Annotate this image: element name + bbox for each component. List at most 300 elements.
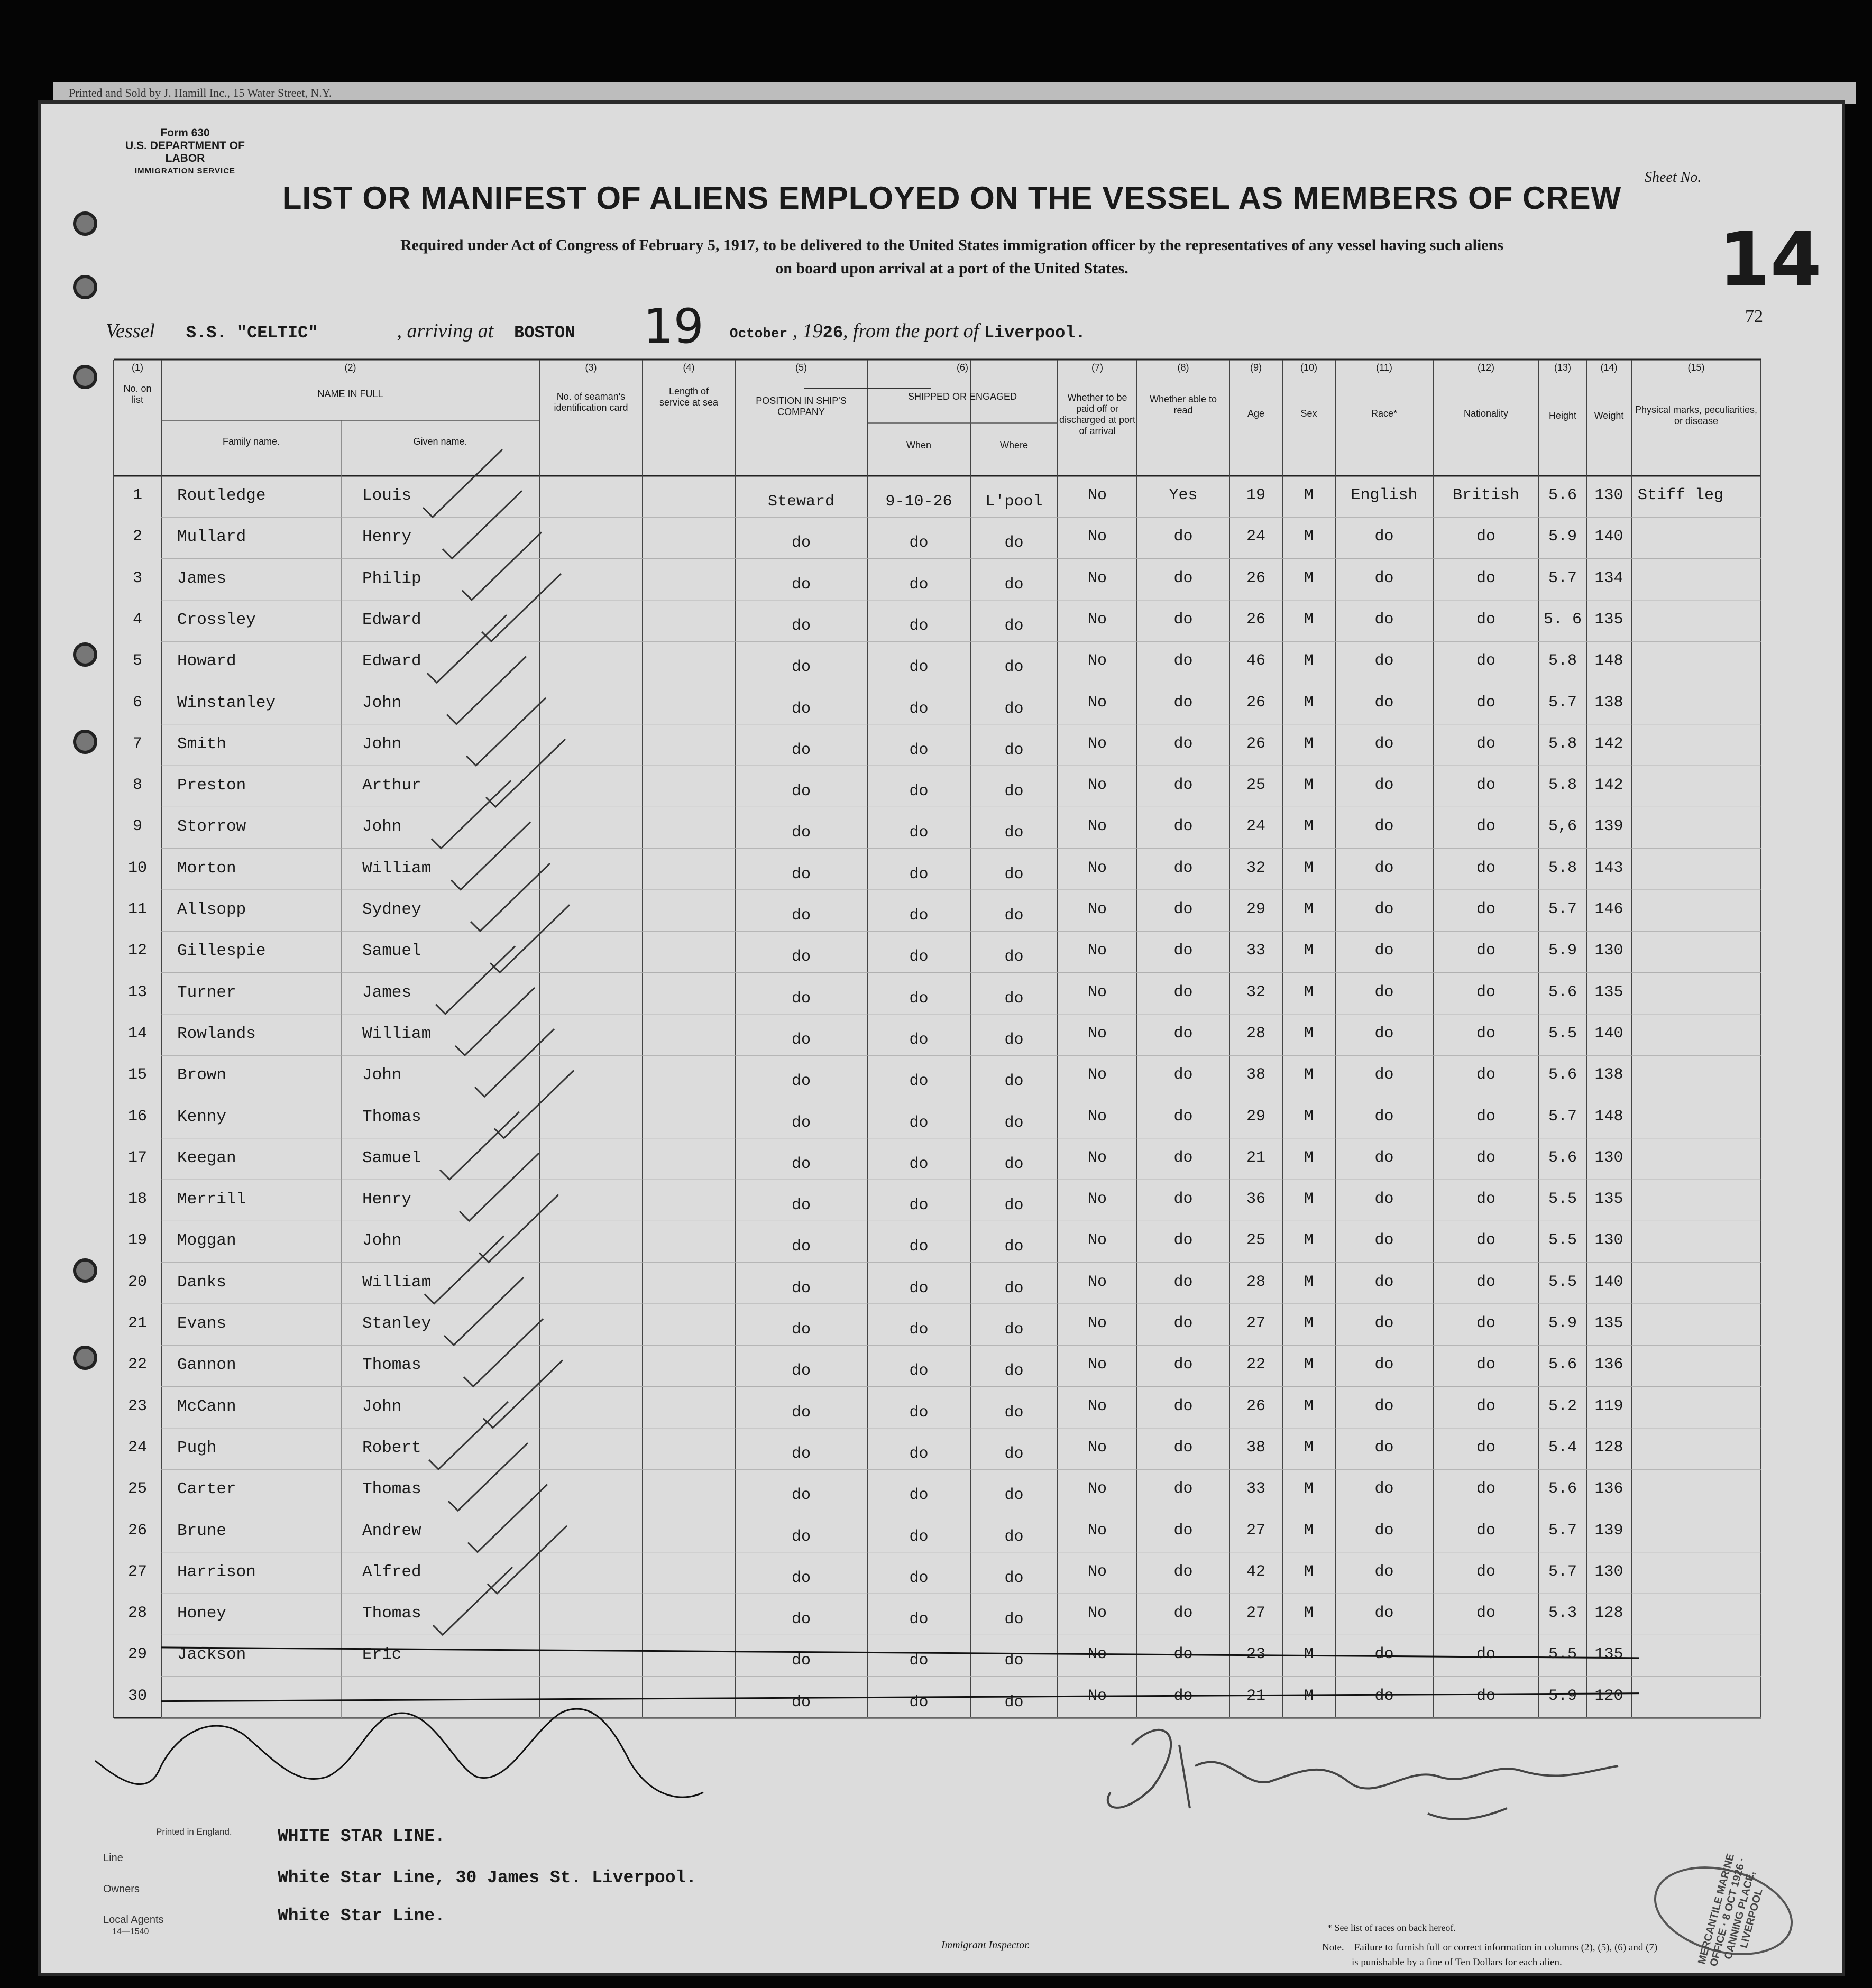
column-header-shipped: SHIPPED OR ENGAGED	[907, 391, 1017, 402]
able-to-read: do	[1173, 1480, 1193, 1498]
row-number: 19	[127, 1231, 147, 1250]
family-name: Howard	[177, 652, 236, 671]
paid-off: No	[1087, 983, 1107, 1001]
paid-off: No	[1087, 1356, 1107, 1374]
given-name: Thomas	[362, 1604, 421, 1623]
line-label: Line	[103, 1852, 123, 1864]
weight: 140	[1594, 1024, 1623, 1043]
given-name: John	[362, 1231, 402, 1250]
row-number: 14	[127, 1024, 147, 1043]
year-suffix: 26	[822, 323, 843, 343]
sex: M	[1304, 900, 1314, 918]
height: 5.9	[1548, 1314, 1577, 1332]
given-name: Thomas	[362, 1356, 421, 1375]
nationality: do	[1476, 569, 1495, 587]
family-name: Brown	[177, 1066, 227, 1085]
height: 5.6	[1548, 983, 1577, 1001]
nationality: do	[1476, 528, 1495, 546]
shipped-where: do	[1004, 1527, 1024, 1546]
able-to-read: do	[1173, 1356, 1193, 1374]
nationality: do	[1476, 1231, 1495, 1250]
nationality: do	[1476, 1438, 1495, 1457]
weight: 146	[1594, 900, 1623, 918]
weight: 135	[1594, 1314, 1623, 1332]
nationality: do	[1476, 1604, 1495, 1623]
row-number: 3	[132, 569, 142, 587]
given-name: Thomas	[362, 1480, 421, 1499]
column-header-number: No. on list	[123, 383, 152, 405]
subtitle-line-1: Required under Act of Congress of February 5, 1917, to be delivered to the United States immigration officer by the representatives of any vessel having such aliens	[400, 236, 1503, 254]
able-to-read: do	[1173, 1521, 1193, 1540]
shipped-where: do	[1004, 658, 1024, 677]
position: do	[791, 1321, 811, 1339]
shipped-when: do	[909, 783, 929, 801]
paid-off: No	[1087, 1314, 1107, 1332]
position: do	[791, 575, 811, 594]
row-number: 22	[127, 1356, 147, 1374]
column-header-age: Age	[1247, 408, 1265, 419]
family-name: Jackson	[177, 1645, 246, 1664]
position: do	[791, 1610, 811, 1629]
height: 5.5	[1548, 1231, 1577, 1250]
position: do	[791, 1155, 811, 1173]
departure-port: Liverpool.	[984, 323, 1086, 343]
shipped-where: L'pool	[985, 493, 1043, 511]
able-to-read: do	[1173, 1107, 1193, 1126]
paid-off: No	[1087, 1148, 1107, 1167]
form-department: U.S. DEPARTMENT OF LABOR	[125, 140, 245, 164]
shipped-when: do	[909, 700, 929, 718]
sex: M	[1304, 693, 1314, 712]
arrival-day: 19	[643, 299, 704, 354]
position: do	[791, 948, 811, 967]
page-title: LIST OR MANIFEST OF ALIENS EMPLOYED ON THE VESSEL AS MEMBERS OF CREW	[282, 180, 1622, 216]
nationality: do	[1476, 1273, 1495, 1291]
row-number: 20	[127, 1273, 147, 1291]
shipped-when: do	[909, 1527, 929, 1546]
inspector-label: Immigrant Inspector.	[941, 1939, 1030, 1951]
shipped-when: do	[909, 1569, 929, 1587]
age: 26	[1246, 693, 1265, 712]
nationality: do	[1476, 817, 1495, 836]
position: Steward	[767, 493, 835, 511]
column-header-height: Height	[1548, 410, 1577, 421]
cancellation-scribble	[95, 1709, 703, 1797]
nationality: do	[1476, 734, 1495, 753]
inspector-signature	[1108, 1730, 1618, 1819]
age: 24	[1246, 528, 1265, 546]
family-name: Gillespie	[177, 942, 266, 961]
row-number: 8	[132, 776, 142, 795]
position: do	[791, 658, 811, 677]
paid-off: No	[1087, 1273, 1107, 1291]
column-number: (1)	[132, 362, 143, 373]
owners-label: Owners	[103, 1883, 140, 1895]
shipped-where: do	[1004, 1403, 1024, 1422]
height: 5.4	[1548, 1438, 1577, 1457]
age: 26	[1246, 610, 1265, 629]
shipped-when: do	[909, 1610, 929, 1629]
family-name: Pugh	[177, 1438, 217, 1457]
position: do	[791, 1362, 811, 1380]
weight: 130	[1594, 942, 1623, 960]
row-number: 5	[132, 652, 142, 670]
race: do	[1374, 1521, 1394, 1540]
age: 32	[1246, 983, 1265, 1001]
position: do	[791, 1444, 811, 1463]
nationality: do	[1476, 1024, 1495, 1043]
nationality: do	[1476, 900, 1495, 918]
weight: 135	[1594, 610, 1623, 629]
shipped-when: do	[909, 1279, 929, 1297]
column-number: (15)	[1687, 362, 1705, 373]
sex: M	[1304, 1562, 1314, 1581]
given-name: Thomas	[362, 1107, 421, 1126]
paid-off: No	[1087, 1521, 1107, 1540]
shipped-where: do	[1004, 783, 1024, 801]
shipped-where: do	[1004, 1155, 1024, 1173]
column-header-name: NAME IN FULL	[317, 389, 383, 399]
shipped-when: do	[909, 989, 929, 1008]
race: do	[1374, 1480, 1394, 1498]
height: 5.9	[1548, 942, 1577, 960]
row-number: 2	[132, 528, 142, 546]
paid-off: No	[1087, 1024, 1107, 1043]
nationality: do	[1476, 1066, 1495, 1084]
weight: 130	[1594, 486, 1623, 504]
sex: M	[1304, 1480, 1314, 1498]
race: do	[1374, 1438, 1394, 1457]
age: 28	[1246, 1273, 1265, 1291]
sex: M	[1304, 942, 1314, 960]
sex: M	[1304, 1687, 1314, 1705]
arrival-port: BOSTON	[514, 323, 575, 343]
vessel-name: S.S. "CELTIC"	[186, 323, 318, 343]
nationality: do	[1476, 1645, 1495, 1664]
shipped-when: do	[909, 1113, 929, 1132]
able-to-read: do	[1173, 734, 1193, 753]
weight: 138	[1594, 1066, 1623, 1084]
column-header-read: Whether able to read	[1149, 394, 1217, 416]
height: 5.8	[1548, 652, 1577, 670]
printer-line: Printed and Sold by J. Hamill Inc., 15 Water Street, N.Y.	[69, 86, 332, 99]
vessel-label: Vessel	[106, 320, 155, 342]
able-to-read: do	[1173, 983, 1193, 1001]
shipped-when: do	[909, 1321, 929, 1339]
position: do	[791, 1486, 811, 1505]
column-number: (5)	[795, 362, 807, 373]
weight: 139	[1594, 817, 1623, 836]
weight: 135	[1594, 1645, 1623, 1664]
column-header-race: Race*	[1371, 408, 1398, 419]
family-name: Storrow	[177, 817, 246, 836]
paid-off: No	[1087, 486, 1107, 504]
nationality: do	[1476, 1107, 1495, 1126]
given-name: Alfred	[362, 1562, 421, 1581]
able-to-read: do	[1173, 1273, 1193, 1291]
shipped-where: do	[1004, 989, 1024, 1008]
position: do	[791, 865, 811, 883]
sex: M	[1304, 1356, 1314, 1374]
family-name: Preston	[177, 776, 246, 795]
shipped-when: do	[909, 1403, 929, 1422]
race: do	[1374, 652, 1394, 670]
column-number: (3)	[585, 362, 597, 373]
row-number: 17	[127, 1148, 147, 1167]
shipped-when: 9-10-26	[885, 493, 952, 511]
row-number: 16	[127, 1107, 147, 1126]
weight: 140	[1594, 1273, 1623, 1291]
age: 38	[1246, 1066, 1265, 1084]
position: do	[791, 989, 811, 1008]
able-to-read: do	[1173, 1645, 1193, 1664]
position: do	[791, 1403, 811, 1422]
weight: 142	[1594, 776, 1623, 795]
able-to-read: do	[1173, 693, 1193, 712]
age: 33	[1246, 1480, 1265, 1498]
age: 25	[1246, 776, 1265, 795]
sex: M	[1304, 1438, 1314, 1457]
sex: M	[1304, 1314, 1314, 1332]
shipped-when: do	[909, 1238, 929, 1256]
position: do	[791, 1527, 811, 1546]
nationality: do	[1476, 1314, 1495, 1332]
age: 32	[1246, 859, 1265, 877]
paid-off: No	[1087, 693, 1107, 712]
race: do	[1374, 734, 1394, 753]
family-name: Kenny	[177, 1107, 227, 1126]
weight: 142	[1594, 734, 1623, 753]
check-mark	[423, 449, 502, 517]
agents-form-number: 14—1540	[112, 1927, 149, 1936]
race: do	[1374, 1645, 1394, 1664]
column-header-family-name: Family name.	[222, 436, 280, 447]
age: 29	[1246, 900, 1265, 918]
position: do	[791, 1279, 811, 1297]
race: do	[1374, 693, 1394, 712]
family-name: Brune	[177, 1521, 227, 1540]
sheet-number: 14	[1719, 217, 1822, 303]
able-to-read: do	[1173, 1231, 1193, 1250]
nationality: do	[1476, 652, 1495, 670]
height: 5.8	[1548, 859, 1577, 877]
height: 5,6	[1548, 817, 1577, 836]
nationality: do	[1476, 693, 1495, 712]
race: do	[1374, 1604, 1394, 1623]
position: do	[791, 783, 811, 801]
able-to-read: Yes	[1169, 486, 1198, 504]
height: 5.6	[1548, 1148, 1577, 1167]
given-name: Sydney	[362, 900, 421, 919]
given-name: John	[362, 1066, 402, 1085]
race: do	[1374, 1148, 1394, 1167]
race: do	[1374, 983, 1394, 1001]
position: do	[791, 1072, 811, 1091]
position: do	[791, 1238, 811, 1256]
given-name: Samuel	[362, 942, 421, 961]
given-name: John	[362, 1397, 402, 1416]
age: 46	[1246, 652, 1265, 670]
row-number: 7	[132, 734, 142, 753]
paid-off: No	[1087, 1562, 1107, 1581]
owners-value: White Star Line, 30 James St. Liverpool.	[278, 1868, 697, 1888]
row-number: 12	[127, 942, 147, 960]
shipped-when: do	[909, 865, 929, 883]
row-number: 28	[127, 1604, 147, 1623]
height: 5.7	[1548, 693, 1577, 712]
shipped-where: do	[1004, 1072, 1024, 1091]
shipped-when: do	[909, 1197, 929, 1215]
agents-label: Local Agents	[103, 1914, 164, 1926]
race: do	[1374, 1024, 1394, 1043]
sex: M	[1304, 1066, 1314, 1084]
position: do	[791, 534, 811, 553]
form-service: IMMIGRATION SERVICE	[134, 167, 236, 176]
age: 21	[1246, 1148, 1265, 1167]
weight: 139	[1594, 1521, 1623, 1540]
weight: 136	[1594, 1480, 1623, 1498]
position: do	[791, 741, 811, 759]
able-to-read: do	[1173, 1024, 1193, 1043]
stamp-text: MERCANTILE MARINE OFFICE · 8 OCT 1926 · CANNING PLACE, LIVERPOOL	[1695, 1852, 1765, 1968]
row-number: 15	[127, 1066, 147, 1084]
shipped-when: do	[909, 1072, 929, 1091]
able-to-read: do	[1173, 776, 1193, 795]
nationality: do	[1476, 859, 1495, 877]
race: do	[1374, 1231, 1394, 1250]
line-value: WHITE STAR LINE.	[278, 1827, 445, 1846]
shipped-when: do	[909, 658, 929, 677]
height: 5.7	[1548, 900, 1577, 918]
age: 27	[1246, 1521, 1265, 1540]
sex: M	[1304, 859, 1314, 877]
printed-in-england: Printed in England.	[156, 1827, 232, 1837]
shipped-where: do	[1004, 700, 1024, 718]
age: 24	[1246, 817, 1265, 836]
shipped-when: do	[909, 741, 929, 759]
family-name: Carter	[177, 1480, 236, 1499]
nationality: do	[1476, 1687, 1495, 1705]
shipped-where: do	[1004, 1279, 1024, 1297]
weight: 138	[1594, 693, 1623, 712]
shipped-when: do	[909, 1030, 929, 1049]
given-name: John	[362, 817, 402, 836]
age: 36	[1246, 1190, 1265, 1209]
column-header-physical-marks: Physical marks, peculiarities, or disease	[1635, 404, 1758, 426]
shipped-where: do	[1004, 741, 1024, 759]
paid-off: No	[1087, 942, 1107, 960]
weight: 130	[1594, 1148, 1623, 1167]
given-name: Louis	[362, 486, 412, 505]
age: 33	[1246, 942, 1265, 960]
shipped-where: do	[1004, 907, 1024, 925]
given-name: Edward	[362, 610, 421, 629]
given-name: Henry	[362, 1190, 412, 1209]
paid-off: No	[1087, 569, 1107, 587]
paid-off: No	[1087, 1604, 1107, 1623]
weight: 130	[1594, 1562, 1623, 1581]
weight: 128	[1594, 1438, 1623, 1457]
given-name: Robert	[362, 1438, 421, 1457]
able-to-read: do	[1173, 1190, 1193, 1209]
age: 23	[1246, 1645, 1265, 1664]
family-name: Keegan	[177, 1148, 236, 1167]
able-to-read: do	[1173, 900, 1193, 918]
position: do	[791, 616, 811, 635]
height: 5. 6	[1543, 610, 1582, 629]
height: 5.5	[1548, 1645, 1577, 1664]
shipped-where: do	[1004, 575, 1024, 594]
given-name: Eric	[362, 1645, 402, 1664]
position: do	[791, 907, 811, 925]
sex: M	[1304, 983, 1314, 1001]
able-to-read: do	[1173, 1066, 1193, 1084]
nationality: do	[1476, 776, 1495, 795]
sheet-stamp-number: 72	[1745, 307, 1763, 326]
weight: 135	[1594, 1190, 1623, 1209]
paid-off: No	[1087, 1190, 1107, 1209]
penalty-note-1: Note.—Failure to furnish full or correct information in columns (2), (5), (6) and (7)	[1322, 1942, 1658, 1953]
weight: 119	[1594, 1397, 1623, 1415]
height: 5.6	[1548, 1066, 1577, 1084]
row-number: 6	[132, 693, 142, 712]
race: do	[1374, 1273, 1394, 1291]
column-number: (8)	[1177, 362, 1189, 373]
row-number: 23	[127, 1397, 147, 1415]
race: do	[1374, 1107, 1394, 1126]
shipped-where: do	[1004, 1444, 1024, 1463]
age: 26	[1246, 734, 1265, 753]
age: 42	[1246, 1562, 1265, 1581]
subtitle-line-2: on board upon arrival at a port of the United States.	[775, 260, 1128, 277]
column-number: (2)	[344, 362, 356, 373]
row-number: 30	[127, 1687, 147, 1705]
nationality: do	[1476, 1190, 1495, 1209]
position: do	[791, 1197, 811, 1215]
arrival-month: October	[729, 326, 788, 342]
row-number: 26	[127, 1521, 147, 1540]
family-name: Merrill	[177, 1190, 246, 1209]
age: 38	[1246, 1438, 1265, 1457]
paid-off: No	[1087, 1438, 1107, 1457]
column-number: (11)	[1376, 362, 1392, 373]
paid-off: No	[1087, 1066, 1107, 1084]
shipped-when: do	[909, 1155, 929, 1173]
height: 5.5	[1548, 1190, 1577, 1209]
race: do	[1374, 776, 1394, 795]
row-number: 10	[127, 859, 147, 877]
position: do	[791, 1652, 811, 1670]
paid-off: No	[1087, 817, 1107, 836]
nationality: do	[1476, 1397, 1495, 1415]
penalty-note-2: is punishable by a fine of Ten Dollars for each alien.	[1352, 1957, 1562, 1968]
sex: M	[1304, 652, 1314, 670]
able-to-read: do	[1173, 528, 1193, 546]
nationality: do	[1476, 1521, 1495, 1540]
shipped-where: do	[1004, 534, 1024, 553]
row-number: 29	[127, 1645, 147, 1664]
height: 5.5	[1548, 1273, 1577, 1291]
sex: M	[1304, 1231, 1314, 1250]
sex: M	[1304, 1273, 1314, 1291]
family-name: Mullard	[177, 528, 246, 547]
column-number: (14)	[1600, 362, 1618, 373]
shipped-where: do	[1004, 1321, 1024, 1339]
weight: 134	[1594, 569, 1623, 587]
given-name: Arthur	[362, 776, 421, 795]
given-name: William	[362, 859, 432, 878]
sex: M	[1304, 817, 1314, 836]
